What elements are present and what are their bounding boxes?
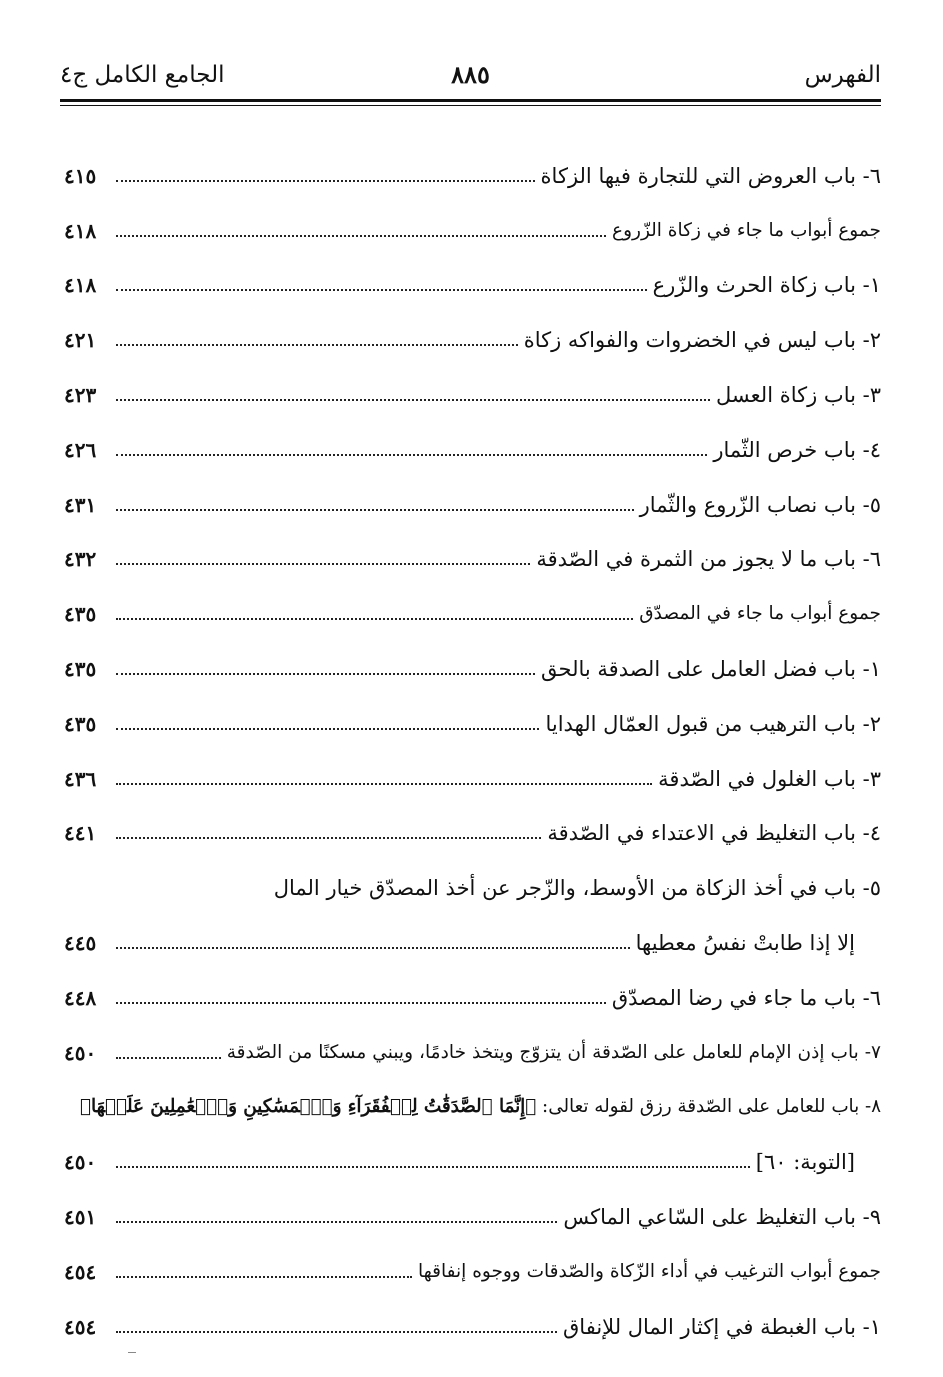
toc-entry xyxy=(64,629,881,684)
dot-leader xyxy=(116,618,633,620)
toc-entry xyxy=(64,684,881,739)
dot-leader xyxy=(116,1002,606,1004)
toc-entry-page: ٤٤٨ xyxy=(64,985,97,1010)
section-title: الفهرس xyxy=(804,62,881,88)
toc-entry-title: ١- باب الغبطة في إكثار المال للإنفاق xyxy=(563,1314,881,1339)
toc-entry xyxy=(64,410,881,465)
toc-entry-page: ٤٥٠ xyxy=(64,1040,97,1065)
book-title: الجامع الكامل ج٤ xyxy=(60,62,225,88)
toc-entry xyxy=(64,520,881,575)
toc-entry-page: ٤٣٥ xyxy=(64,656,97,681)
dot-leader xyxy=(116,783,652,785)
header-rule-thick xyxy=(60,99,881,102)
toc-entry-page: ٤٣٢ xyxy=(64,547,97,572)
toc-entry xyxy=(64,465,881,520)
toc-entry-page: ٤١٨ xyxy=(64,218,97,243)
toc-entry-title: جموع أبواب ما جاء في زكاة الزّروع xyxy=(612,219,881,241)
scan-mark xyxy=(128,1352,136,1353)
dot-leader xyxy=(116,289,647,291)
toc-entry xyxy=(64,958,881,1013)
toc-entry xyxy=(64,1013,881,1068)
dot-leader xyxy=(116,673,535,675)
toc-entry xyxy=(64,191,881,246)
toc-entry-title: ٤- باب خرص الثّمار xyxy=(713,437,881,462)
toc-entry xyxy=(64,136,881,191)
toc-entry xyxy=(64,1232,881,1287)
dot-leader xyxy=(116,728,539,730)
toc-entry-page: ٤٢٦ xyxy=(64,437,97,462)
dot-leader xyxy=(116,399,710,401)
dot-leader xyxy=(116,235,606,237)
toc-entry-title: ٢- باب ليس في الخضروات والفواكه زكاة xyxy=(523,328,881,353)
dot-leader xyxy=(116,1276,412,1278)
dot-leader xyxy=(116,1221,557,1223)
dot-leader xyxy=(116,1166,750,1168)
toc-entry xyxy=(64,1068,881,1123)
toc-entry-page: ٤٥٠ xyxy=(64,1150,97,1175)
toc-entry xyxy=(64,1177,881,1232)
toc-entry-title: ٩- باب التغليظ على السّاعي الماكس xyxy=(563,1204,881,1229)
toc-entry xyxy=(64,848,881,903)
toc-entry-page: ٤٢١ xyxy=(64,328,97,353)
toc-entry-page: ٤٤٥ xyxy=(64,930,97,955)
toc-entry-page: ٤٥٤ xyxy=(64,1314,97,1339)
toc-entry xyxy=(64,574,881,629)
toc-entry-title-text: ٨- باب للعامل على الصّدقة رزق لقوله تعالى: xyxy=(542,1096,881,1118)
dot-leader xyxy=(116,563,530,565)
toc-entry-title: ٦- باب ما لا يجوز من الثمرة في الصّدقة xyxy=(536,547,881,572)
toc-entry xyxy=(64,794,881,849)
toc-entry-title: ٧- باب إذن الإمام للعامل على الصّدقة أن يتزوّج ويتخذ خادمًا، ويبني مسكنًا من الصّدقة xyxy=(226,1041,881,1063)
toc-entry xyxy=(64,300,881,355)
dot-leader xyxy=(116,1331,557,1333)
toc-entry-page: ٤١٥ xyxy=(64,163,97,188)
toc-entry-title: ٣- باب الغلول في الصّدقة xyxy=(658,766,881,791)
toc-entry xyxy=(64,739,881,794)
toc-entry-title: إلا إذا طابتْ نفسُ معطيها xyxy=(635,930,855,955)
toc-entry-page: ٤٣١ xyxy=(64,492,97,517)
toc-entry-page: ٤١٨ xyxy=(64,273,97,298)
toc-entry-page: ٤٣٥ xyxy=(64,602,97,627)
dot-leader xyxy=(116,947,630,949)
dot-leader xyxy=(116,509,634,511)
toc-entry-title: ٦- باب العروض التي للتجارة فيها الزكاة xyxy=(540,163,881,188)
toc-entry-title: ٥- باب نصاب الزّروع والثّمار xyxy=(639,492,881,517)
dot-leader xyxy=(116,180,535,182)
dot-leader xyxy=(116,454,707,456)
toc-entry-title xyxy=(74,1092,881,1122)
toc-entry-title: ٢- باب الترهيب من قبول العمّال الهدايا xyxy=(545,711,881,736)
toc-entry-page: ٤٢٣ xyxy=(64,382,97,407)
toc-entry-title: ٦- باب ما جاء في رضا المصدّق xyxy=(611,985,881,1010)
toc-entry-title: ١- باب فضل العامل على الصدقة بالحق xyxy=(541,656,881,681)
toc-entry-page: ٤٣٥ xyxy=(64,711,97,736)
toc-entry-title: جموع أبواب الترغيب في أداء الزّكاة والصّدقات ووجوه إنفاقها xyxy=(418,1260,881,1282)
quran-verse: ﴿إِنَّمَا ٱلصَّدَقَٰتُ لِلۡفُقَرَآءِ وَٱلۡمَسَٰكِينِ وَٱلۡعَٰمِلِينَ عَلَيۡهَا﴾ xyxy=(80,1096,537,1118)
toc-entry-title: ٤- باب التغليظ في الاعتداء في الصّدقة xyxy=(547,821,881,846)
toc-entry-title: ٥- باب في أخذ الزكاة من الأوسط، والزّجر عن أخذ المصدّق خيار المال xyxy=(273,876,881,901)
toc-entry xyxy=(64,1287,881,1342)
toc-entry-title: [التوبة: ٦٠] xyxy=(755,1150,855,1175)
toc-list xyxy=(64,136,881,1342)
header-rule-thin xyxy=(60,105,881,106)
toc-entry-title: ١- باب زكاة الحرث والزّرع xyxy=(652,273,881,298)
toc-entry xyxy=(64,355,881,410)
dot-leader xyxy=(116,1057,221,1059)
dot-leader xyxy=(116,344,518,346)
toc-entry-page: ٤٤١ xyxy=(64,821,97,846)
toc-entry-title: ٣- باب زكاة العسل xyxy=(716,382,881,407)
dot-leader xyxy=(116,837,541,839)
page-number: ٨٨٥ xyxy=(451,60,490,89)
toc-entry xyxy=(64,1122,881,1177)
toc-entry-title: جموع أبواب ما جاء في المصدّق xyxy=(639,603,881,625)
toc-entry xyxy=(64,246,881,301)
toc-entry-page: ٤٥١ xyxy=(64,1204,97,1229)
toc-entry xyxy=(64,903,881,958)
toc-entry-page: ٤٣٦ xyxy=(64,766,97,791)
toc-entry-page: ٤٥٤ xyxy=(64,1259,97,1284)
running-header xyxy=(60,58,881,98)
